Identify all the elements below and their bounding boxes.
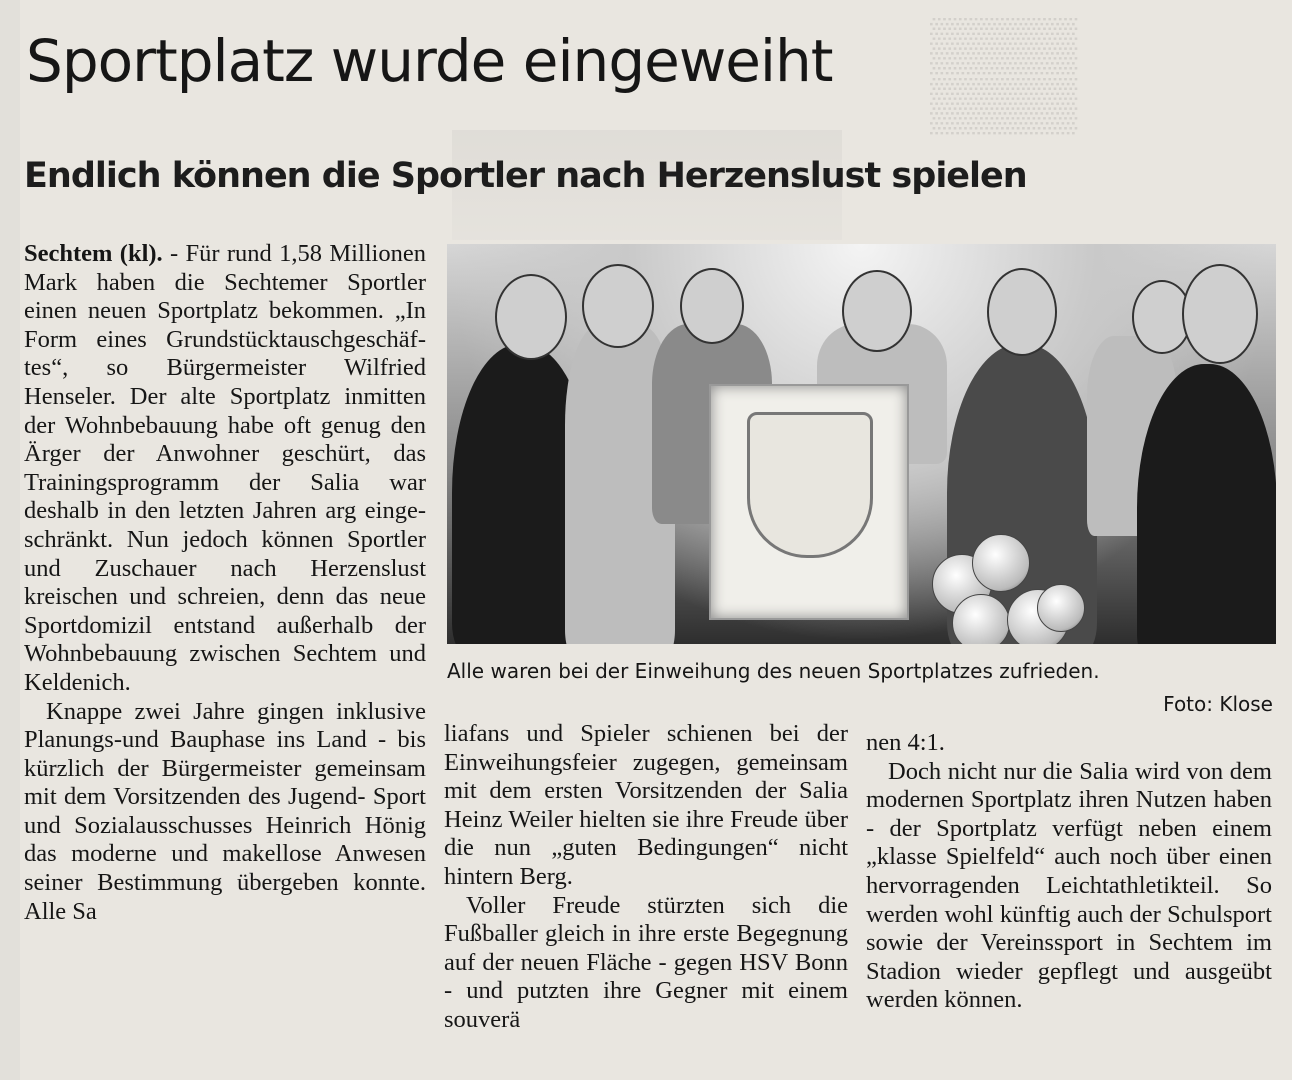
- football: [952, 594, 1010, 644]
- person-figure: [1137, 364, 1276, 644]
- article-column-3: [866, 729, 1272, 1015]
- paragraph-text: - Für rund 1,58 Millionen Mark haben die Sechtemer Sportler einen neuen Sportplatz bekommen. „In Form eines Grundstücktauschgeschäftes“, so Bürgermeister Wilfried Henseler. Der alte Sportplatz inmitten der Wohnbebauung habe oft genug den Ärger der Anwohner geschürt, das Trainingsprogramm der Salia war deshalb in den letzten Jahren arg eingeschränkt. Nun jedoch können Sportler und Zuschauer nach Herzenslust kreischen und schreien, denn das neue Sportdomizil entstand außerhalb der Wohnbebauung zwischen Sechtem und Keldenich.: [24, 240, 426, 696]
- football: [1037, 584, 1085, 632]
- dateline: Sechtem (kl).: [24, 240, 163, 267]
- paragraph: Knappe zwei Jahre gingen inklusive Planungs-und Bauphase ins Land - bis kürzlich der Bürgermeister gemeinsam mit dem Vorsitzenden des Jugend- Sport und Sozialausschusses Heinrich Hönig das moderne und makellose Anwesen seiner Bestimmung übergeben konnte. Alle Sa: [24, 697, 426, 925]
- person-head: [987, 268, 1057, 356]
- left-edge-shade: [0, 0, 20, 1080]
- person-head: [842, 270, 912, 352]
- person-head: [680, 268, 744, 344]
- person-head: [582, 264, 654, 348]
- person-head: [495, 274, 567, 360]
- paragraph: [24, 240, 426, 698]
- article-column-1: [24, 240, 426, 926]
- subheadline: Endlich können die Sportler nach Herzenslust spielen: [24, 156, 1027, 196]
- club-crest: [747, 412, 873, 558]
- headline: Sportplatz wurde eingeweiht: [26, 27, 833, 95]
- article-column-2: [444, 720, 848, 1035]
- article-photo: [447, 244, 1276, 644]
- bleed-through-text: ▒▒▒▒ ▒▒▒▒: [930, 16, 1078, 133]
- paragraph: Doch nicht nur die Salia wird von dem modernen Sportplatz ihren Nutzen haben - der Sportplatz verfügt neben einem „klasse Spielfeld“ auch noch über einen hervorragenden Leichtathletikteil. So werden wohl künftig auch der Schulsport sowie der Vereinssport in Sechtem im Stadion wieder gepflegt und ausgeübt werden können.: [866, 757, 1272, 1014]
- paragraph: Voller Freude stürzten sich die Fußballer gleich in ihre erste Begegnung auf der neuen Fläche - gegen HSV Bonn - und putzten ihre Gegner mit einem souverä: [444, 891, 848, 1033]
- person-head: [1182, 264, 1258, 364]
- photo-caption: Alle waren bei der Einweihung des neuen Sportplatzes zufrieden.: [447, 659, 1100, 683]
- football: [972, 534, 1030, 592]
- paragraph: liafans und Spieler schienen bei der Einweihungsfeier zugegen, gemeinsam mit dem ersten Vorsitzenden der Salia Heinz Weiler hielten sie ihre Freude über die nun „guten Bedingungen“ nicht hintern Berg.: [444, 720, 848, 890]
- paragraph: nen 4:1.: [866, 729, 945, 756]
- photo-credit: Foto: Klose: [1163, 692, 1273, 716]
